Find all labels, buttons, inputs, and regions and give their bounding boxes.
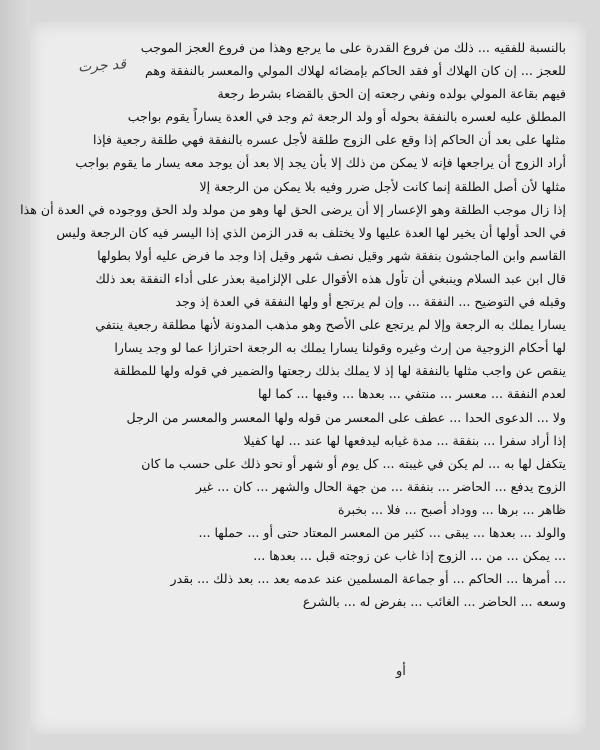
manuscript-line: ينقص عن واجب مثلها بالنفقة لها إذ لا يملك بذلك رجعتها والضمير في قوله ولها للمطلقة [113,363,566,379]
manuscript-line: إذا زال موجب الطلقة وهو الإعسار إلا أن يرضى الحق لها وهو من مولد ولد الحق ووجوده في العدة أن هذا [20,201,566,217]
manuscript-line: في الحد أولها أن يخير لها العدة عليها ولا يختلف به قدر الزمن الذي إذا اليسر فيه كان الرجعة وليس [56,224,566,240]
manuscript-line: فيهم بقاعة المولي بولده ونفي رجعته إن الحق بالقضاء بشرط رجعة [217,86,566,102]
manuscript-line: ... يمكن ... من ... الزوج إذا غاب عن زوجته قبل ... بعدها ... [253,548,566,564]
manuscript-line: إذا أراد سفرا ... بنفقة ... مدة غيابه ليدفعها لها عند ... لها كفيلا [243,432,566,448]
manuscript-text [20,36,566,613]
manuscript-line: الزوج يدفع ... الحاضر ... بنفقة ... من جهة الحال والشهر ... كان ... غير [195,478,566,494]
manuscript-line: وسعه ... الحاضر ... الغائب ... بفرض له ... بالشرع [302,594,566,610]
manuscript-line: ظاهر ... برها ... ووداد أصبح ... فلا ... بخبرة [338,501,566,517]
manuscript-line: مثلها على بعد أن الحاكم إذا وقع على الزوج طلقة لأجل عسره بالنفقة فهي طلقة رجعية فإذا [93,132,566,148]
manuscript-line: يتكفل لها به ... لم يكن في غيبته ... كل يوم أو شهر أو نحو ذلك على حسب ما كان [141,455,566,471]
manuscript-line: أراد الزوج أن يراجعها فإنه لا يمكن من ذلك إلا بأن يجد إلا بعد أن يوجد معه يسار ما يقوم بواجب [75,155,566,171]
margin-note: قد جرت [77,56,127,76]
manuscript-line: لعدم النفقة ... معسر ... منتفي ... بعدها ... وفيها ... كما لها [257,386,566,402]
scan-edge [0,0,30,750]
manuscript-line: بالنسبة للفقيه ... ذلك من فروع القدرة على ما يرجع وهذا من فروع العجز الموجب [140,40,566,55]
manuscript-line: وقبله في التوضيح ... النفقة ... وإن لم يرتجع أو ولها النفقة في العدة إذ وجد [175,294,566,310]
manuscript-line: لها أحكام الزوجية من إرث وغيره وقولنا يسارا يملك به الرجعة احترازا عما لو وجد يسارا [114,340,566,356]
manuscript-line: مثلها لأن أصل الطلقة إنما كانت لأجل ضرر وفيه بلا يمكن من الرجعة إلا [199,178,566,194]
manuscript-line: ولا ... الدعوى الحدا ... عطف على المعسر من قوله ولها المعسر والمعسر من الرجل [126,409,566,425]
manuscript-line: ... أمرها ... الحاكم ... أو جماعة المسلمين عند عدمه بعد ... بعد ذلك ... بقدر [170,571,566,587]
manuscript-line: للعجز ... إن كان الهلاك أو فقد الحاكم بإمضائه لهلاك المولي والمعسر بالنفقة وهم [145,63,566,79]
manuscript-line: يسارا يملك به الرجعة وإلا لم يرتجع على الأصح وهو مذهب المدونة لأنها مطلقة رجعية ينتفي [95,317,566,333]
catchword: أو [396,664,406,679]
manuscript-line: والولد ... بعدها ... يبقى ... كثير من المعسر المعتاد حتى أو ... حملها ... [198,524,566,540]
manuscript-line: قال ابن عبد السلام وينبغي أن تأول هذه الأقوال على الإلزامية بعذر على أداء النفقة بعد ذلك [95,270,566,286]
manuscript-line: القاسم وابن الماجشون بنفقة شهر وقيل نصف شهر وقيل إذا وجد ما فرض عليه أولا بطولها [97,247,566,263]
manuscript-line: المطلق عليه لعسره بالنفقة بحوله أو ولد الرجعة ثم وجد في العدة يساراً يقوم بواجب [127,109,566,125]
